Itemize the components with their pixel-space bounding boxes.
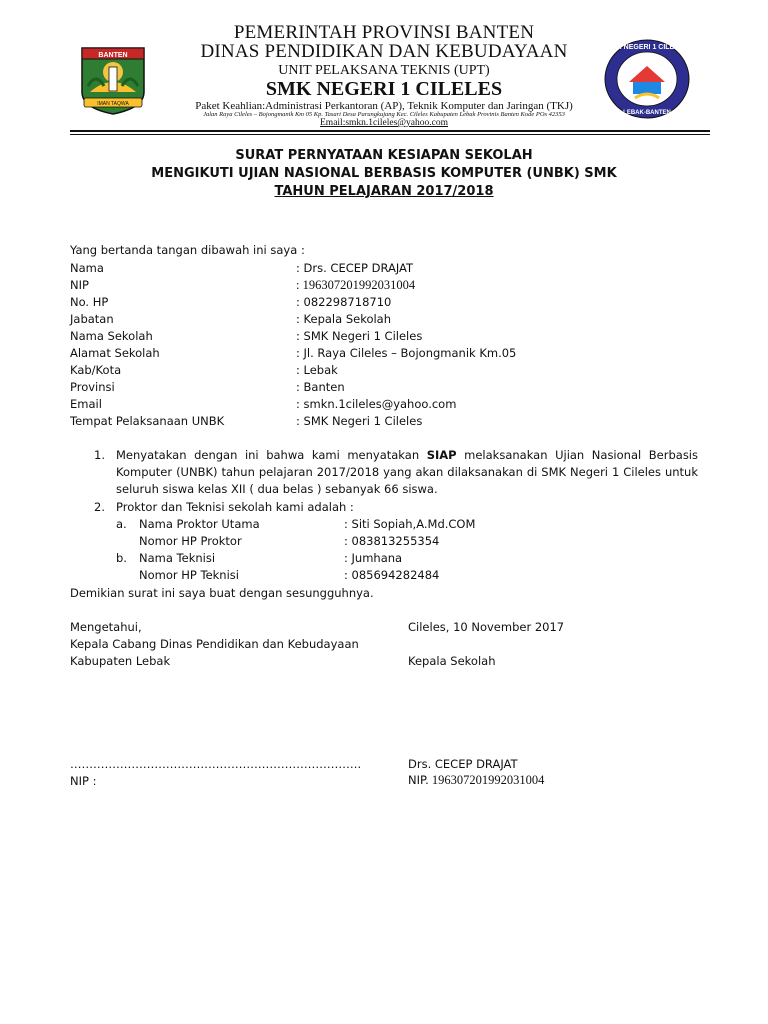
field-row [70,363,338,377]
field-row [70,397,457,411]
teknisi-hp-label: Nomor HP Teknisi [139,568,239,582]
header-divider-thin [70,134,710,135]
sign-right-date: Cileles, 10 November 2017 [408,620,565,634]
document-title-line2: MENGIKUTI UJIAN NASIONAL BERBASIS KOMPUTER (UNBK) SMK [151,166,617,181]
header-divider-thick [70,130,710,132]
field-row [70,329,423,343]
header-school-name: SMK NEGERI 1 CILELES [265,78,503,100]
sign-left-line3: Kabupaten Lebak [70,654,171,668]
header-department: DINAS PENDIDIKAN DAN KEBUDAYAAN [200,41,568,62]
field-row [70,346,517,360]
field-value: : SMK Negeri 1 Cileles [296,329,423,343]
teknisi-label: Nama Teknisi [139,551,216,565]
field-row [70,380,345,394]
statement-1-emphasis: SIAP [426,448,457,462]
field-value: : Kepala Sekolah [296,312,392,326]
field-label: No. HP [70,295,109,309]
field-label: Jabatan [70,312,114,326]
header-programs: Paket Keahlian:Administrasi Perkantoran (AP), Teknik Komputer dan Jaringan (TKJ) [195,100,573,112]
closing-text: Demikian surat ini saya buat dengan sesungguhnya. [70,586,374,600]
intro-text: Yang bertanda tangan dibawah ini saya : [70,243,305,257]
proktor-value: : Siti Sopiah,A.Md.COM [344,517,476,531]
statement-1-text-end: melaksanakan Ujian Nasional Berbasis Komputer (UNBK) tahun pelajaran 2017/2018 yang akan dilaksanakan di SMK Negeri 1 Cileles untuk seluruh siswa kelas XII ( dua belas ) sebanyak 66 siswa. [116,448,698,496]
sign-left-nip: NIP : [70,774,97,788]
field-value: : smkn.1cileles@yahoo.com [296,397,457,411]
teknisi-hp-row [139,568,440,582]
header-address: Jalan Raya Cileles – Bojongmanik Km 05 Kp. Tasari Desa Parungkujang Kec. Cileles Kabupaten Lebak Provinis Banten Kode POs 42353 [203,111,565,118]
field-value: : 082298718710 [296,295,392,309]
field-value: : Lebak [296,363,338,377]
field-row [70,414,423,428]
document-title-line3 [0,184,768,199]
field-row [70,278,416,292]
sub-item-letter: a. [116,517,127,531]
proktor-label: Nama Proktor Utama [139,517,260,531]
field-row [70,312,392,326]
field-label: Kab/Kota [70,363,122,377]
statement-number: 2. [94,500,105,514]
proktor-hp-value: : 083813255354 [344,534,440,548]
field-value: : Jl. Raya Cileles – Bojongmanik Km.05 [296,346,517,360]
field-value: : 196307201992031004 [296,278,416,292]
sign-right-position: Kepala Sekolah [408,654,496,668]
sign-right-nip-label: NIP. [408,773,429,787]
field-row [70,261,414,275]
field-value: : Banten [296,380,345,394]
field-label: Nama [70,261,104,275]
document-title-year: TAHUN PELAJARAN 2017/2018 [274,184,494,199]
statement-1 [116,447,698,498]
teknisi-row [139,551,403,565]
sub-item-letter: b. [116,551,127,565]
sign-right-nip [408,773,544,788]
field-row [70,295,392,309]
smk-logo-top-text: SMK NEGERI 1 CILELES [606,44,688,51]
banten-logo-top-text: BANTEN [98,52,128,59]
proktor-hp-row [139,534,440,548]
field-label: Nama Sekolah [70,329,153,343]
teknisi-hp-value: : 085694282484 [344,568,440,582]
sign-left-name-placeholder: …………………………………………………………………. [70,757,362,771]
sign-left-line2: Kepala Cabang Dinas Pendidikan dan Kebudayaan [70,637,359,651]
header-unit: UNIT PELAKSANA TEKNIS (UPT) [278,63,490,78]
field-label: NIP [70,278,89,292]
field-label: Email [70,397,102,411]
field-value: : Drs. CECEP DRAJAT [296,261,414,275]
banten-logo-bottom-text: IMAN TAQWA [97,101,129,107]
sign-right-name: Drs. CECEP DRAJAT [408,757,518,771]
field-label: Provinsi [70,380,115,394]
teknisi-value: : Jumhana [344,551,403,565]
proktor-row [139,517,476,531]
statement-1-text-start: Menyatakan dengan ini bahwa kami menyatakan [116,448,427,462]
statement-2: Proktor dan Teknisi sekolah kami adalah : [116,500,354,514]
sign-right-nip-value: 196307201992031004 [428,773,545,787]
field-value: : SMK Negeri 1 Cileles [296,414,423,428]
field-label: Tempat Pelaksanaan UNBK [70,414,225,428]
header-email: Email:smkn.1cileles@yahoo.com [320,118,448,128]
header-government: PEMERINTAH PROVINSI BANTEN [233,22,535,43]
smk-logo-bottom-text: LEBAK-BANTEN [623,110,671,116]
statement-number: 1. [94,448,105,462]
field-label: Alamat Sekolah [70,346,160,360]
sign-left-line1: Mengetahui, [70,620,142,634]
proktor-hp-label: Nomor HP Proktor [139,534,242,548]
document-title-line1: SURAT PERNYATAAN KESIAPAN SEKOLAH [235,148,533,163]
